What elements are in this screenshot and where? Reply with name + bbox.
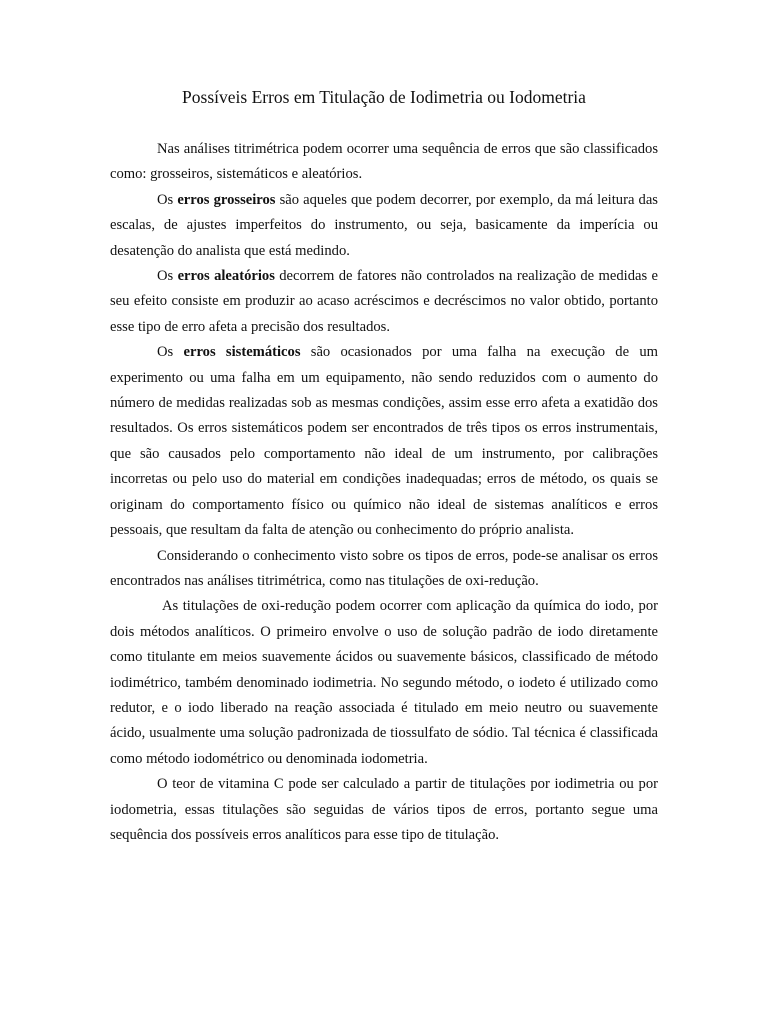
paragraph-text: Nas análises titrimétrica podem ocorrer uma sequência de erros que são classificados como: grosseiros, sistemáticos e aleatórios. — [110, 141, 658, 183]
paragraph-text-start: Os — [157, 344, 184, 361]
document-title: Possíveis Erros em Titulação de Iodimetria ou Iodometria — [182, 87, 586, 107]
paragraph-oxi-reducao — [110, 594, 658, 772]
paragraph-text-start: Os — [157, 191, 178, 208]
paragraph-vitamina-c — [110, 772, 658, 848]
paragraph-text: As titulações de oxi-redução podem ocorrer com aplicação da química do iodo, por dois métodos analíticos. O primeiro envolve o uso de solução padrão de iodo diretamente como titulante em meios suavemente ácidos ou suavemente básicos, classificado de método iodimétrico, também denominado iodimetria. No segundo método, o iodeto é utilizado como redutor, e o iodo liberado na reação associada é titulado em meio neutro ou suavemente ácido, usualmente uma solução padronizada de tiossulfato de sódio. Tal técnica é classificada como método iodométrico ou denominada iodometria. — [110, 598, 658, 767]
bold-term: erros sistemáticos — [183, 344, 301, 361]
paragraph-text-start: Os — [157, 268, 178, 285]
paragraph-erros-grosseiros — [110, 188, 658, 264]
document-body — [110, 137, 658, 848]
bold-term: erros grosseiros — [177, 191, 276, 208]
paragraph-text: Considerando o conhecimento visto sobre os tipos de erros, pode-se analisar os erros encontrados nas análises titrimétrica, como nas titulações de oxi-redução. — [110, 547, 658, 589]
paragraph-considerando — [110, 544, 658, 595]
paragraph-erros-sistematicos — [110, 340, 658, 543]
paragraph-intro — [110, 137, 658, 188]
paragraph-text-end: decorrem de fatores não controlados na realização de medidas e seu efeito consiste em produzir ao acaso acréscimos e decréscimos no valor obtido, portanto esse tipo de erro afeta a precisão dos resultados. — [110, 268, 658, 335]
bold-term: erros aleatórios — [177, 268, 275, 285]
paragraph-text-end: são ocasionados por uma falha na execução de um experimento ou uma falha em um equipamento, não sendo reduzidos com o aumento do número de medidas realizadas sob as mesmas condições, assim esse erro afeta a exatidão dos resultados. Os erros sistemáticos podem ser encontrados de três tipos os erros instrumentais, que são causados pelo comportamento não ideal de um instrumento, por calibrações incorretas ou pelo uso do material em condições inadequadas; erros de método, os quais se originam do comportamento físico ou químico não ideal de sistemas analíticos e erros pessoais, que resultam da falta de atenção ou conhecimento do próprio analista. — [110, 344, 658, 539]
paragraph-text: O teor de vitamina C pode ser calculado a partir de titulações por iodimetria ou por iodometria, essas titulações são seguidas de vários tipos de erros, portanto segue uma sequência dos possíveis erros analíticos para esse tipo de titulação. — [110, 776, 658, 843]
paragraph-erros-aleatorios — [110, 264, 658, 340]
paragraph-text-end: são aqueles que podem decorrer, por exemplo, da má leitura das escalas, de ajustes imperfeitos do instrumento, ou seja, basicamente da imperícia ou desatenção do analista que está medindo. — [110, 191, 658, 259]
